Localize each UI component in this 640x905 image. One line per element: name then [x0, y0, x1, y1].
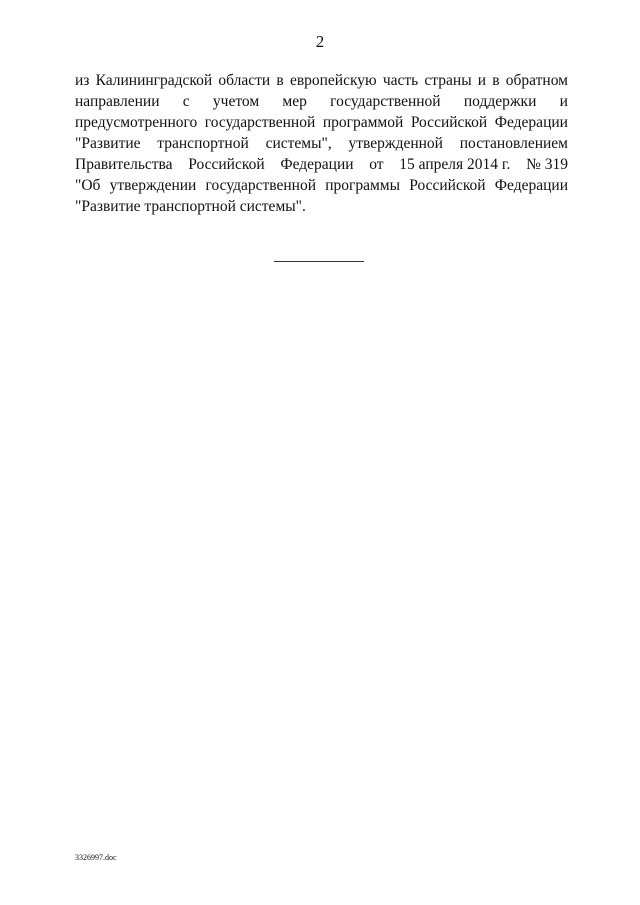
word: в — [492, 72, 500, 89]
word: мер — [282, 93, 307, 110]
word: области — [218, 72, 271, 89]
text-line-3 — [75, 112, 568, 133]
word: страны — [424, 72, 472, 89]
word: программой — [322, 114, 404, 131]
word: государственной — [204, 114, 316, 131]
text-line-2 — [75, 91, 568, 112]
word: 15 апреля 2014 г. — [399, 156, 511, 173]
word: государственной — [205, 177, 317, 194]
word: постановлением — [459, 135, 568, 152]
word: и — [559, 93, 568, 110]
word: Российской — [410, 114, 488, 131]
word: Федерации — [494, 177, 568, 194]
word: "Развитие транспортной системы". — [75, 198, 306, 215]
word: поддержки — [463, 93, 537, 110]
text-line-1 — [75, 70, 568, 91]
word: предусмотренного — [75, 114, 198, 131]
word: "Развитие — [75, 135, 141, 152]
word: Калининградской — [95, 72, 213, 89]
word: утверждении — [109, 177, 197, 194]
file-name-footer: 3326997.doc — [75, 853, 117, 862]
text-line-5 — [75, 154, 568, 175]
word: с — [182, 93, 190, 110]
page-number: 2 — [315, 32, 325, 51]
word: утвержденной — [348, 135, 443, 152]
word: системы", — [265, 135, 332, 152]
text-line-6 — [75, 175, 568, 196]
word: Федерации — [494, 114, 568, 131]
text-line-7 — [75, 196, 568, 217]
word: часть — [382, 72, 419, 89]
word: из — [75, 72, 90, 89]
word: направлении — [75, 93, 160, 110]
word: в — [276, 72, 284, 89]
text-line-4 — [75, 133, 568, 154]
word: транспортной — [157, 135, 249, 152]
separator-line — [274, 261, 364, 262]
word: № 319 — [526, 156, 568, 173]
word: программы — [325, 177, 401, 194]
word: учетом — [212, 93, 260, 110]
word: Правительства — [75, 156, 173, 173]
word: от — [369, 156, 384, 173]
word: и — [477, 72, 487, 89]
word: обратном — [505, 72, 568, 89]
word: Российской — [188, 156, 265, 173]
body-paragraph — [75, 70, 568, 217]
word: Российской — [409, 177, 486, 194]
word: государственной — [330, 93, 441, 110]
word: европейскую — [289, 72, 377, 89]
word: "Об — [75, 177, 101, 194]
word: Федерации — [280, 156, 354, 173]
